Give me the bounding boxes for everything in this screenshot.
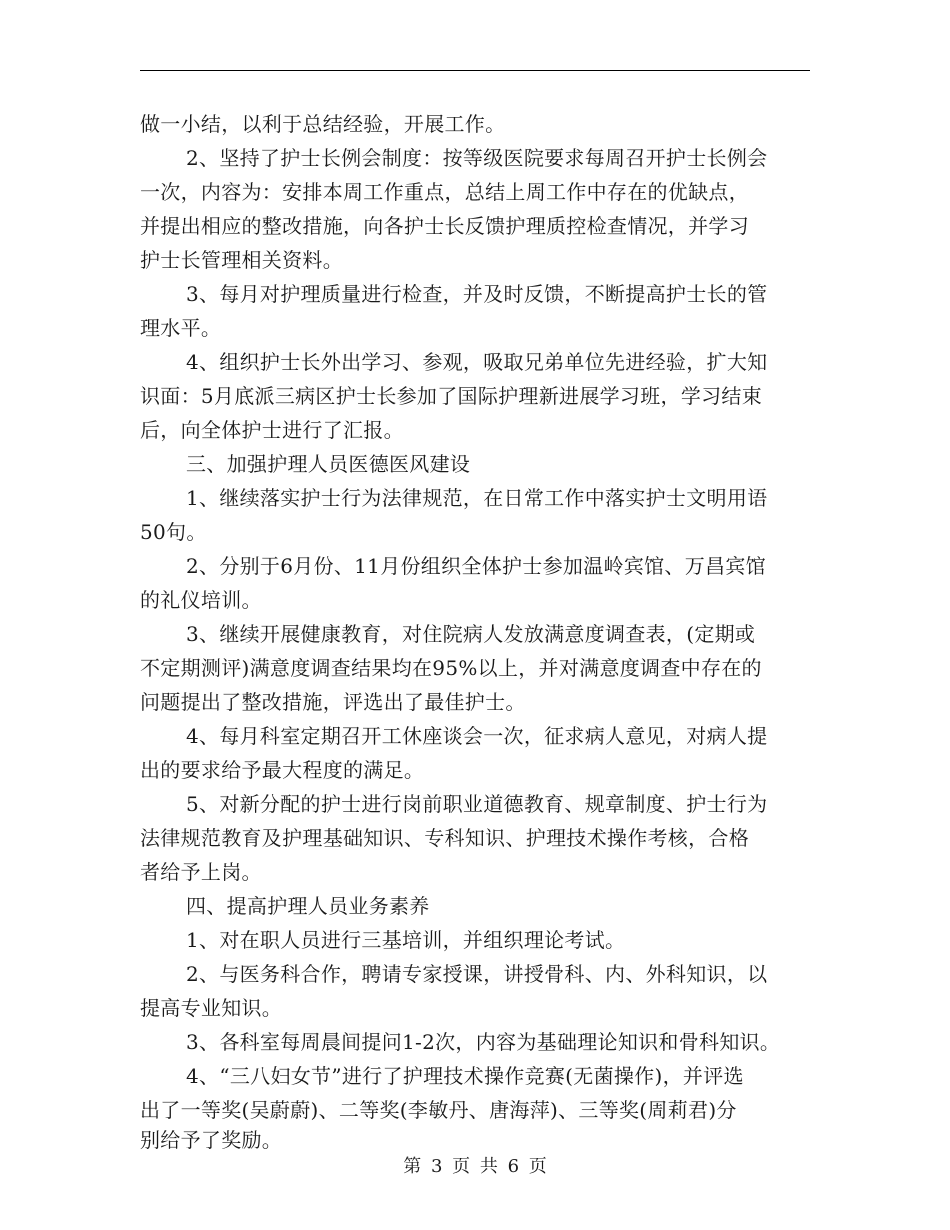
body-line: 做一小结，以利于总结经验，开展工作。 [140, 112, 506, 136]
body-line: 问题提出了整改措施，评选出了最佳护士。 [140, 690, 526, 714]
body-line: 的礼仪培训。 [140, 588, 262, 612]
body-line: 2、与医务科合作，聘请专家授课，讲授骨科、内、外科知识，以 [186, 962, 768, 986]
body-line: 理水平。 [140, 316, 222, 340]
body-line: 护士长管理相关资料。 [140, 248, 343, 272]
body-line: 50句。 [140, 520, 207, 544]
body-line: 4、每月科室定期召开工休座谈会一次，征求病人意见，对病人提 [186, 724, 768, 748]
body-line: 1、继续落实护士行为法律规范，在日常工作中落实护士文明用语 [186, 486, 768, 510]
body-line: 并提出相应的整改措施，向各护士长反馈护理质控检查情况，并学习 [140, 214, 749, 238]
body-line: 后，向全体护士进行了汇报。 [140, 418, 404, 442]
body-line: 3、各科室每周晨间提问1-2次，内容为基础理论知识和骨科知识。 [186, 1030, 781, 1054]
body-line: 识面：5月底派三病区护士长参加了国际护理新进展学习班，学习结束 [140, 384, 763, 408]
body-line: 4、组织护士长外出学习、参观，吸取兄弟单位先进经验，扩大知 [186, 350, 768, 374]
body-line: 出的要求给予最大程度的满足。 [140, 758, 425, 782]
page-number: 第 3 页 共 6 页 [403, 1156, 547, 1177]
body-line: 2、分别于6月份、11月份组织全体护士参加温岭宾馆、万昌宾馆 [186, 554, 766, 578]
body-line: 一次，内容为：安排本周工作重点，总结上周工作中存在的优缺点， [140, 180, 749, 204]
body-line: 5、对新分配的护士进行岗前职业道德教育、规章制度、护士行为 [186, 792, 768, 816]
body-line: 提高专业知识。 [140, 996, 283, 1020]
body-line: 4、“三八妇女节”进行了护理技术操作竞赛(无菌操作)，并评选 [186, 1064, 744, 1088]
body-line: 3、继续开展健康教育，对住院病人发放满意度调查表，(定期或 [186, 622, 756, 646]
body-line: 者给予上岗。 [140, 860, 262, 884]
section-heading: 三、加强护理人员医德医风建设 [186, 452, 471, 476]
body-line: 2、坚持了护士长例会制度：按等级医院要求每周召开护士长例会 [186, 146, 768, 170]
body-line: 3、每月对护理质量进行检查，并及时反馈，不断提高护士长的管 [186, 282, 768, 306]
body-line: 1、对在职人员进行三基培训，并组织理论考试。 [186, 928, 626, 952]
header-rule [140, 70, 810, 71]
body-line: 出了一等奖(吴蔚蔚)、二等奖(李敏丹、唐海萍)、三等奖(周莉君)分 [140, 1098, 737, 1122]
body-line: 不定期测评)满意度调查结果均在95%以上，并对满意度调查中存在的 [140, 656, 762, 680]
section-heading: 四、提高护理人员业务素养 [186, 894, 430, 918]
body-line: 别给予了奖励。 [140, 1128, 283, 1152]
body-line: 法律规范教育及护理基础知识、专科知识、护理技术操作考核，合格 [140, 826, 749, 850]
